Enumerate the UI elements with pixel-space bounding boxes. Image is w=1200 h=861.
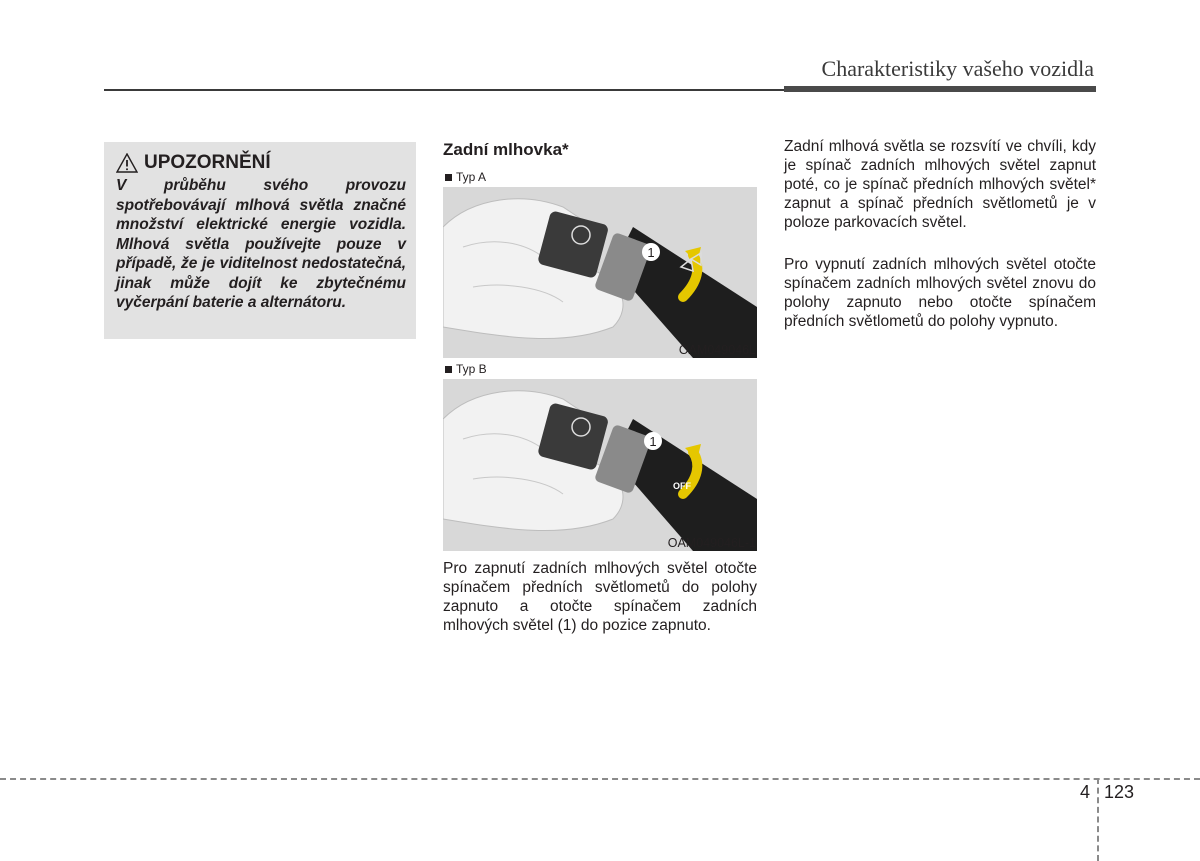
footer-divider [1097, 778, 1099, 861]
warning-title: UPOZORNĚNÍ [144, 152, 271, 173]
figure-label [445, 170, 486, 184]
figure-type-b [443, 360, 757, 551]
bullet-square-icon [445, 366, 452, 373]
header-rule [104, 89, 784, 91]
warning-text: V průběhu svého provozu spotřebovávají mlhová světla značné množství elektrické energie vozidla. Mlhová světla používejte pouze v případě, že je viditelnost nedostatečná, jinak může dojít ke zbytečnému vyčerpání baterie a alternátoru. [116, 177, 406, 311]
figure-type-a [443, 168, 757, 358]
description-paragraph: Zadní mlhová světla se rozsvítí ve chvíli, kdy je spínač zadních mlhových světel zapnut poté, co je spínač předních mlhových světel* zapnut a spínač předních světlometů je v poloze parkovacích světel. [784, 138, 1096, 231]
page-header-title: Charakteristiky vašeho vozidla [821, 56, 1094, 81]
description-paragraph: Pro vypnutí zadních mlhových světel otočte spínačem zadních mlhových světel znovu do polohy zapnuto nebo otočte spínačem předních světlometů do polohy vypnuto. [784, 256, 1096, 330]
figure-label-text: Typ A [456, 170, 487, 184]
light-switch-illustration [443, 187, 757, 358]
callout-label: 1 [647, 245, 655, 260]
warning-triangle-icon [116, 153, 138, 173]
warning-box [104, 142, 416, 339]
footer-rule [0, 778, 1200, 780]
figure-label [445, 362, 487, 376]
page-number: 123 [1104, 782, 1135, 802]
section-title: Zadní mlhovka* [443, 140, 569, 159]
warning-heading [116, 152, 406, 174]
figure-code: OAM049046L [678, 343, 756, 357]
light-switch-illustration [443, 379, 757, 551]
bullet-square-icon [445, 174, 452, 181]
figure-code: OAM049046L-1 [667, 536, 756, 550]
instruction-text: Pro zapnutí zadních mlhových světel otočte spínačem předních světlometů do polohy zapnuto a otočte spínačem zadních mlhových světel (1) do pozice zapnuto. [443, 560, 757, 634]
figure-label-text: Typ B [456, 362, 487, 376]
off-label: OFF [673, 481, 691, 491]
header-rule-accent [784, 86, 1096, 92]
chapter-number: 4 [1080, 782, 1091, 802]
callout-label: 1 [649, 434, 657, 449]
